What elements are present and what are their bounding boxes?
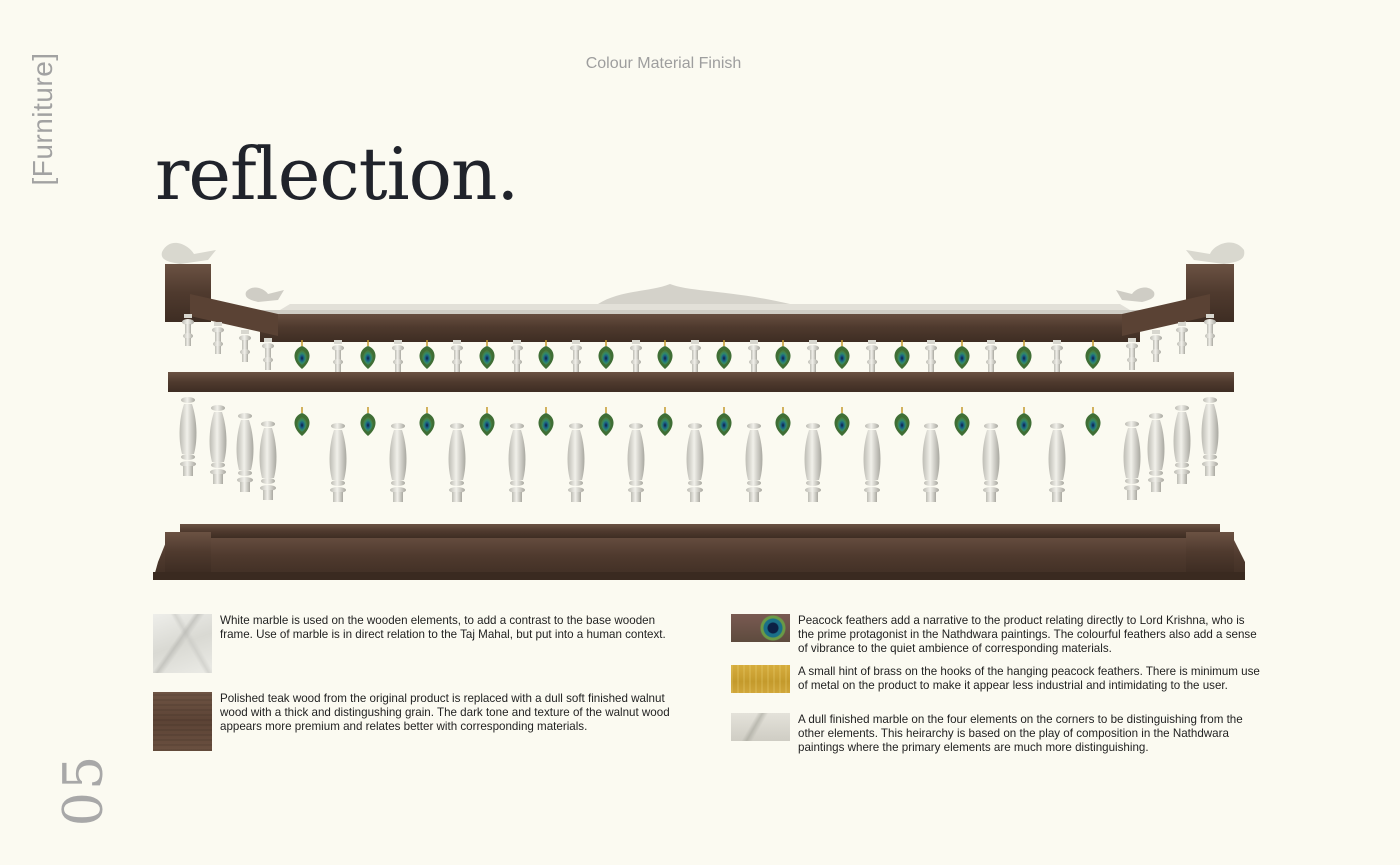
dull-marble-swatch (731, 713, 790, 741)
brass-swatch (731, 665, 790, 693)
material-description: Peacock feathers add a narrative to the product relating directly to Lord Krishna, who is the prime protagonist in the Nathdwara paintings. The colourful feathers also add a sense of vibrance to the quiet ambience of corresponding materials. (798, 614, 1257, 655)
furniture-render (150, 232, 1250, 588)
material-description: A small hint of brass on the hooks of the hanging peacock feathers. There is minimum use of metal on the product to make it appear less industrial and intimidating to the user. (798, 665, 1260, 692)
peacock-feather-swatch (731, 614, 790, 642)
white-marble-swatch (153, 614, 212, 673)
page-number (50, 755, 116, 825)
side-category-label (26, 52, 60, 186)
section-title: Colour Material Finish (585, 55, 742, 72)
side-category-text: [Furniture] (27, 52, 58, 186)
material-description: A dull finished marble on the four elements on the corners to be distinguishing from the other elements. This heirarchy is based on the play of composition in the Nathdwara paintings where the primary elements are much more distinguishing. (798, 713, 1243, 754)
material-item-brass (731, 665, 1261, 693)
material-description: Polished teak wood from the original product is replaced with a dull soft finished walnut wood with a thick and distingushing grain. The dark tone and texture of the walnut wood appears more premium and relates better with corresponding materials. (220, 692, 670, 733)
material-item-white-marble (153, 614, 683, 673)
walnut-wood-swatch (153, 692, 212, 751)
page-number-text: 05 (51, 753, 115, 827)
material-item-dull-marble (731, 713, 1261, 755)
material-description: White marble is used on the wooden elements, to add a contrast to the base wooden frame. Use of marble is in direct relation to the Taj Mahal, but put into a human context. (220, 614, 666, 641)
material-item-peacock-feather (731, 614, 1261, 656)
material-item-walnut-wood (153, 692, 683, 751)
hero-title: reflection. (155, 132, 519, 216)
